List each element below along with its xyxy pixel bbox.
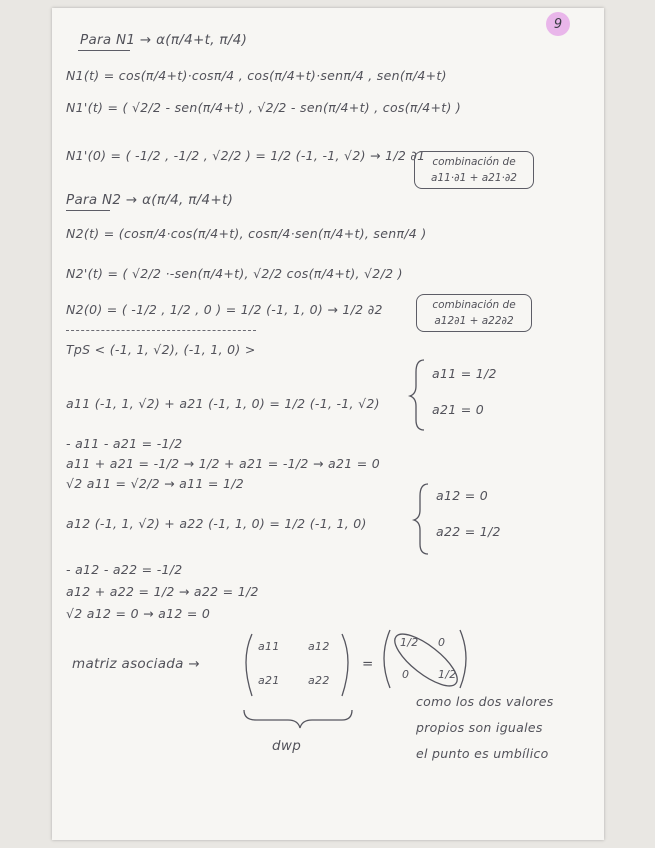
combination-box-2-formula: a12∂1 + a22∂2 xyxy=(434,315,514,327)
n1-prime-t-line: N1'(t) = ( √2/2 - sen(π/4+t) , √2/2 - sen(π/4+t) , cos(π/4+t) ) xyxy=(66,100,462,115)
tangent-plane-line: TpS < (-1, 1, √2), (-1, 1, 0) > xyxy=(66,342,256,357)
result-left-bracket xyxy=(384,630,390,688)
matrix-entry-a11: a11 xyxy=(258,640,280,653)
matrix-equals: = xyxy=(362,656,374,672)
equation-a11-a21: a11 (-1, 1, √2) + a21 (-1, 1, 0) = 1/2 (-1, -1, √2) xyxy=(66,396,380,411)
brace-system-2 xyxy=(414,484,428,554)
n1-prime-0-line: N1'(0) = ( -1/2 , -1/2 , √2/2 ) = 1/2 (-1, -1, √2) → 1/2 ∂1 xyxy=(66,148,426,163)
system2-line-1: - a12 - a22 = -1/2 xyxy=(66,562,183,577)
n2-0-line: N2(0) = ( -1/2 , 1/2 , 0 ) = 1/2 (-1, 1, 0) → 1/2 ∂2 xyxy=(66,302,383,317)
n2-header: Para N2 → α(π/4, π/4+t) xyxy=(66,192,234,208)
n1-t-line: N1(t) = cos(π/4+t)·cosπ/4 , cos(π/4+t)·senπ/4 , sen(π/4+t) xyxy=(66,68,447,83)
ink-strokes xyxy=(52,8,604,840)
result-a12: a12 = 0 xyxy=(436,488,489,503)
page-number-badge: 9 xyxy=(546,12,570,36)
conclusion-line-1: como los dos valores xyxy=(416,694,554,709)
matrix-underbrace xyxy=(244,710,352,728)
result-matrix-r21: 0 xyxy=(402,668,410,681)
system1-line-3: √2 a11 = √2/2 → a11 = 1/2 xyxy=(66,476,244,491)
system2-line-2: a12 + a22 = 1/2 → a22 = 1/2 xyxy=(66,584,259,599)
result-matrix-r22: 1/2 xyxy=(438,668,457,681)
result-a11: a11 = 1/2 xyxy=(432,366,497,381)
matrix-label: matriz asociada → xyxy=(72,656,200,672)
combination-box-1-formula: a11·∂1 + a21·∂2 xyxy=(431,172,517,184)
n2-t-line: N2(t) = (cosπ/4·cos(π/4+t), cosπ/4·sen(π/4+t), senπ/4 ) xyxy=(66,226,427,241)
brace-system-1 xyxy=(410,360,424,430)
notebook-page xyxy=(52,8,604,840)
conclusion-line-2: propios son iguales xyxy=(416,720,543,735)
system1-line-1: - a11 - a21 = -1/2 xyxy=(66,436,183,451)
n1-header: Para N1 → α(π/4+t, π/4) xyxy=(80,32,248,48)
equation-a12-a22: a12 (-1, 1, √2) + a22 (-1, 1, 0) = 1/2 (-1, 1, 0) xyxy=(66,516,367,531)
result-right-bracket xyxy=(460,630,466,688)
system2-line-3: √2 a12 = 0 → a12 = 0 xyxy=(66,606,211,621)
combination-box-1-title: combinación de xyxy=(432,156,516,168)
n2-prime-t-line: N2'(t) = ( √2/2 ·-sen(π/4+t), √2/2 cos(π/4+t), √2/2 ) xyxy=(66,266,403,281)
dwp-label: dwp xyxy=(272,738,302,754)
result-matrix-r12: 0 xyxy=(438,636,446,649)
system1-line-2: a11 + a21 = -1/2 → 1/2 + a21 = -1/2 → a21 = 0 xyxy=(66,456,381,471)
conclusion-line-3: el punto es umbílico xyxy=(416,746,549,761)
result-a21: a21 = 0 xyxy=(432,402,485,417)
matrix-entry-a21: a21 xyxy=(258,674,280,687)
result-a22: a22 = 1/2 xyxy=(436,524,501,539)
matrix-entry-a12: a12 xyxy=(308,640,330,653)
matrix-left-bracket xyxy=(246,634,252,696)
result-matrix-r11: 1/2 xyxy=(400,636,419,649)
diagonal-circle xyxy=(387,626,464,695)
combination-box-2-title: combinación de xyxy=(432,299,516,311)
matrix-entry-a22: a22 xyxy=(308,674,330,687)
matrix-right-bracket xyxy=(342,634,348,696)
